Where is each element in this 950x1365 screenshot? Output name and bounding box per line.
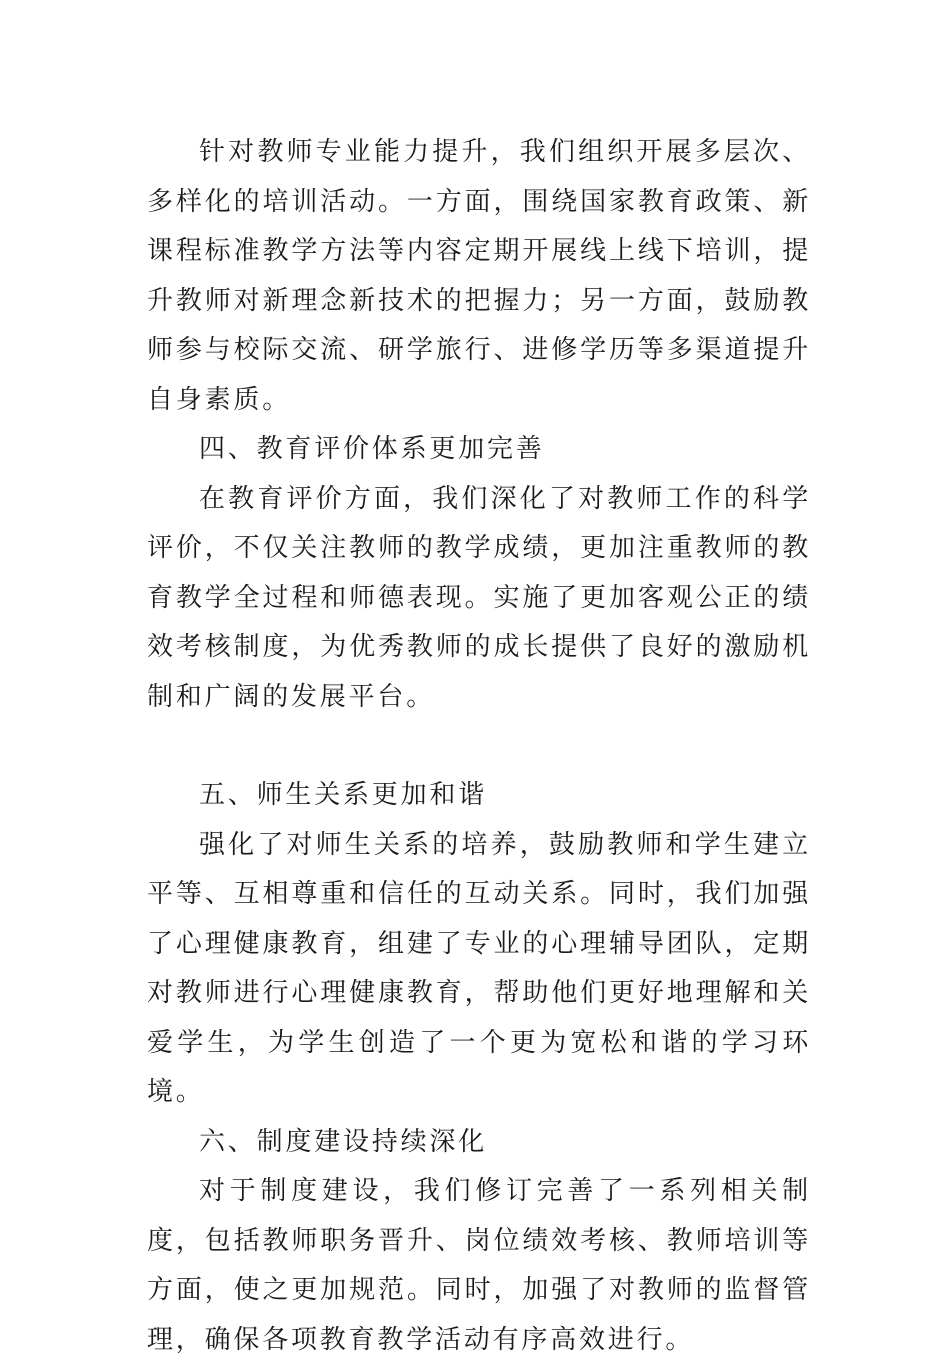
paragraph-teacher-student-relations: 强化了对师生关系的培养，鼓励教师和学生建立平等、互相尊重和信任的互动关系。同时，我们加强了心理健康教育，组建了专业的心理辅导团队，定期对教师进行心理健康教育，帮助他们更好地理解和关爱学生，为学生创造了一个更为宽松和谐的学习环境。 — [147, 829, 811, 1107]
heading-teacher-student-relations: 五、师生关系更加和谐 — [199, 780, 488, 810]
heading-evaluation-system: 四、教育评价体系更加完善 — [199, 434, 545, 464]
document-page — [147, 128, 811, 1365]
paragraph-gap — [147, 722, 811, 771]
paragraph-evaluation-system: 在教育评价方面，我们深化了对教师工作的科学评价，不仅关注教师的教学成绩，更加注重教师的教育教学全过程和师德表现。实施了更加客观公正的绩效考核制度，为优秀教师的成长提供了良好的激励机制和广阔的发展平台。 — [147, 483, 811, 712]
paragraph-teacher-training: 针对教师专业能力提升，我们组织开展多层次、多样化的培训活动。一方面，围绕国家教育政策、新课程标准教学方法等内容定期开展线上线下培训，提升教师对新理念新技术的把握力；另一方面，鼓励教师参与校际交流、研学旅行、进修学历等多渠道提升自身素质。 — [147, 137, 811, 415]
heading-system-building: 六、制度建设持续深化 — [199, 1126, 488, 1157]
paragraph-system-building: 对于制度建设，我们修订完善了一系列相关制度，包括教师职务晋升、岗位绩效考核、教师培训等方面，使之更加规范。同时，加强了对教师的监督管理，确保各项教育教学活动有序高效进行。 — [147, 1176, 811, 1355]
